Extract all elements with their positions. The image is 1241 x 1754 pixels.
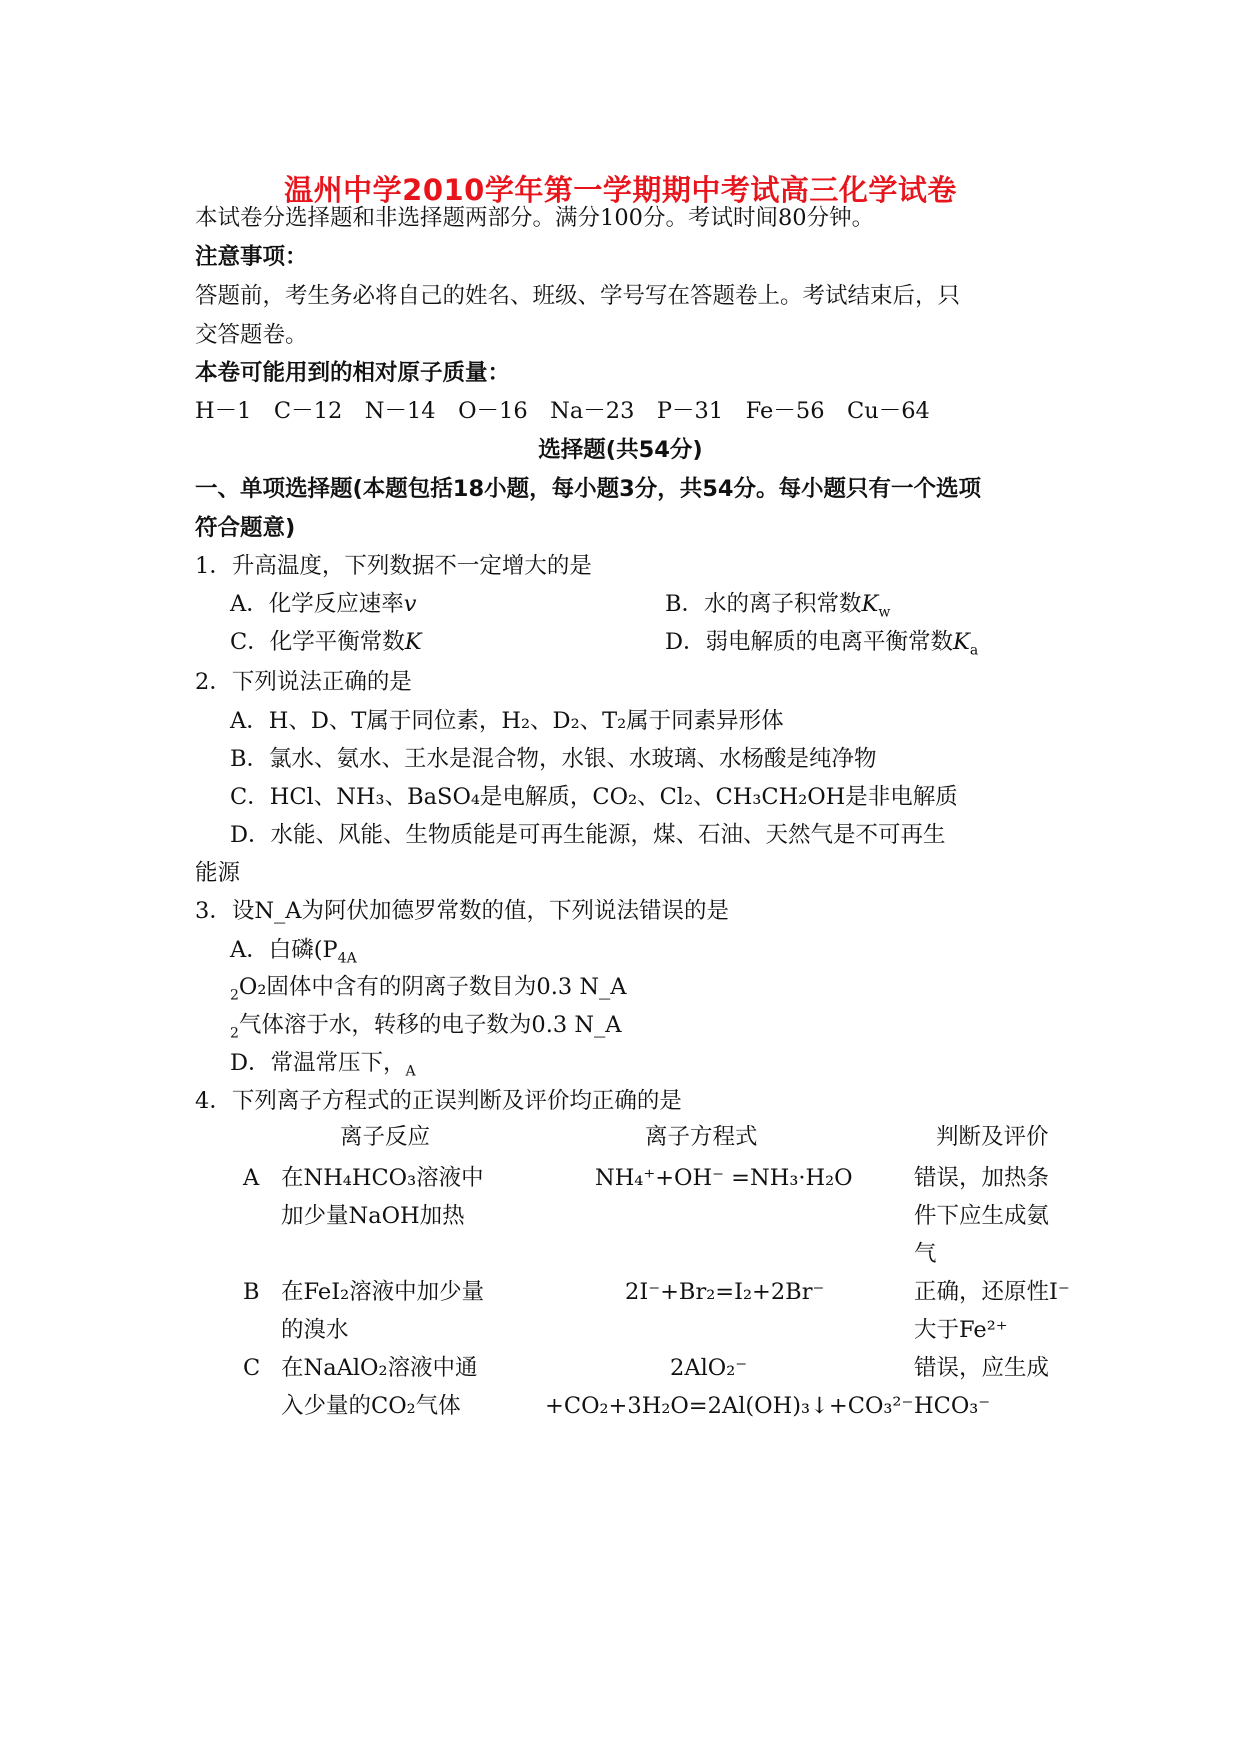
q4-row-c-reaction-2: 入少量的CO₂气体 <box>281 1393 461 1419</box>
q1-option-a-symbol: v <box>403 591 417 617</box>
q1-option-b-subscript: w <box>878 604 891 621</box>
q1-option-c-text: C．化学平衡常数 <box>230 629 405 655</box>
q2-option-c: C．HCl、NH₃、BaSO₄是电解质，CO₂、Cl₂、CH₃CH₂OH是非电解质 <box>230 784 958 810</box>
q4-header-reaction: 离子反应 <box>340 1124 431 1150</box>
notice-line-1: 答题前，考生务必将自己的姓名、班级、学号写在答题卷上。考试结束后，只 <box>195 283 961 309</box>
part1-instructions-line-2: 符合题意) <box>195 515 296 541</box>
q1-option-b-text: B．水的离子积常数 <box>665 591 862 617</box>
q4-row-c-equation-2: +CO₂+3H₂O=2Al(OH)₃↓+CO₃²⁻ <box>545 1393 914 1419</box>
q4-stem: 4．下列离子方程式的正误判断及评价均正确的是 <box>195 1088 682 1114</box>
q4-row-b-reaction-1: 在FeI₂溶液中加少量 <box>281 1279 485 1305</box>
q4-row-b-equation: 2I⁻+Br₂=I₂+2Br⁻ <box>625 1279 825 1305</box>
q4-row-a-reaction-1: 在NH₄HCO₃溶液中 <box>281 1165 484 1191</box>
q3-option-d-text: D．常温常压下， <box>230 1050 406 1076</box>
q3-option-c-text: 气体溶于水，转移的电子数为0.3 N_A <box>238 1012 622 1038</box>
q4-row-c-evaluation-1: 错误，应生成 <box>914 1355 1050 1381</box>
q2-option-a: A．H、D、T属于同位素，H₂、D₂、T₂属于同素异形体 <box>230 708 784 734</box>
q4-row-a-evaluation-2: 件下应生成氨 <box>914 1203 1050 1229</box>
q4-row-c-evaluation-2: HCO₃⁻ <box>914 1393 991 1419</box>
notice-line-2: 交答题卷。 <box>195 322 308 348</box>
q2-option-b: B．氯水、氨水、王水是混合物，水银、水玻璃、水杨酸是纯净物 <box>230 746 877 772</box>
q4-row-a-label: A <box>243 1165 260 1191</box>
q3-option-a <box>230 937 357 967</box>
q4-row-c-reaction-1: 在NaAlO₂溶液中通 <box>281 1355 478 1381</box>
q4-row-c-label: C <box>243 1355 261 1381</box>
q1-option-d-symbol: K <box>953 629 970 655</box>
intro-text: 本试卷分选择题和非选择题两部分。满分100分。考试时间80分钟。 <box>195 205 875 231</box>
q1-option-c <box>230 629 422 656</box>
q1-option-a-text: A．化学反应速率 <box>230 591 404 617</box>
q4-header-equation: 离子方程式 <box>645 1124 758 1150</box>
q1-option-d <box>665 629 979 659</box>
atomic-mass-list: H－1 C－12 N－14 O－16 Na－23 P－31 Fe－56 Cu－64 <box>195 398 930 424</box>
q1-option-b <box>665 591 891 621</box>
q4-row-a-reaction-2: 加少量NaOH加热 <box>281 1203 465 1229</box>
q4-row-b-evaluation-2: 大于Fe²⁺ <box>914 1317 1008 1343</box>
q1-option-a <box>230 591 416 618</box>
q4-row-b-label: B <box>243 1279 260 1305</box>
q1-option-c-symbol: K <box>404 629 422 655</box>
q4-row-a-equation: NH₄⁺+OH⁻ =NH₃·H₂O <box>595 1165 853 1191</box>
q3-option-c: $_2$气体溶于水，转移的电子数为0.3 N_A <box>230 1012 622 1042</box>
q4-row-a-evaluation-1: 错误，加热条 <box>914 1165 1050 1191</box>
q2-stem: 2．下列说法正确的是 <box>195 669 412 695</box>
q2-option-d-line-2: 能源 <box>195 860 241 886</box>
q3-stem: 3．设N_A为阿伏加德罗常数的值，下列说法错误的是 <box>195 898 730 924</box>
atomic-mass-heading: 本卷可能用到的相对原子质量： <box>195 360 511 386</box>
q4-row-b-evaluation-1: 正确，还原性I⁻ <box>914 1279 1070 1305</box>
q1-option-d-text: D．弱电解质的电离平衡常数 <box>665 629 954 655</box>
q3-option-a-subscript: 4A <box>337 950 357 967</box>
section-title: 选择题(共54分) <box>538 437 703 463</box>
q1-option-b-symbol: K <box>861 591 879 617</box>
q1-option-d-subscript: a <box>969 642 979 659</box>
notice-heading: 注意事项： <box>195 244 308 270</box>
q3-option-b: $_2$O₂固体中含有的阴离子数目为0.3 N_A <box>230 974 627 1004</box>
q4-row-a-evaluation-3: 气 <box>914 1241 937 1267</box>
q4-row-c-equation-1: 2AlO₂⁻ <box>670 1355 748 1381</box>
q3-option-a-text: A．白磷(P <box>230 937 338 963</box>
q3-option-d: D．常温常压下，$_A$ <box>230 1050 416 1080</box>
q3-option-b-text: O₂固体中含有的阴离子数目为0.3 N_A <box>238 974 627 1000</box>
part1-instructions-line-1: 一、单项选择题(本题包括18小题，每小题3分，共54分。每小题只有一个选项 <box>195 476 982 502</box>
exam-title: 温州中学2010学年第一学期期中考试高三化学试卷 <box>284 173 957 207</box>
q4-row-b-reaction-2: 的溴水 <box>281 1317 349 1343</box>
q4-header-evaluation: 判断及评价 <box>936 1124 1049 1150</box>
q1-stem: 1．升高温度，下列数据不一定增大的是 <box>195 553 592 579</box>
q2-option-d-line-1: D．水能、风能、生物质能是可再生能源，煤、石油、天然气是不可再生 <box>230 822 946 848</box>
